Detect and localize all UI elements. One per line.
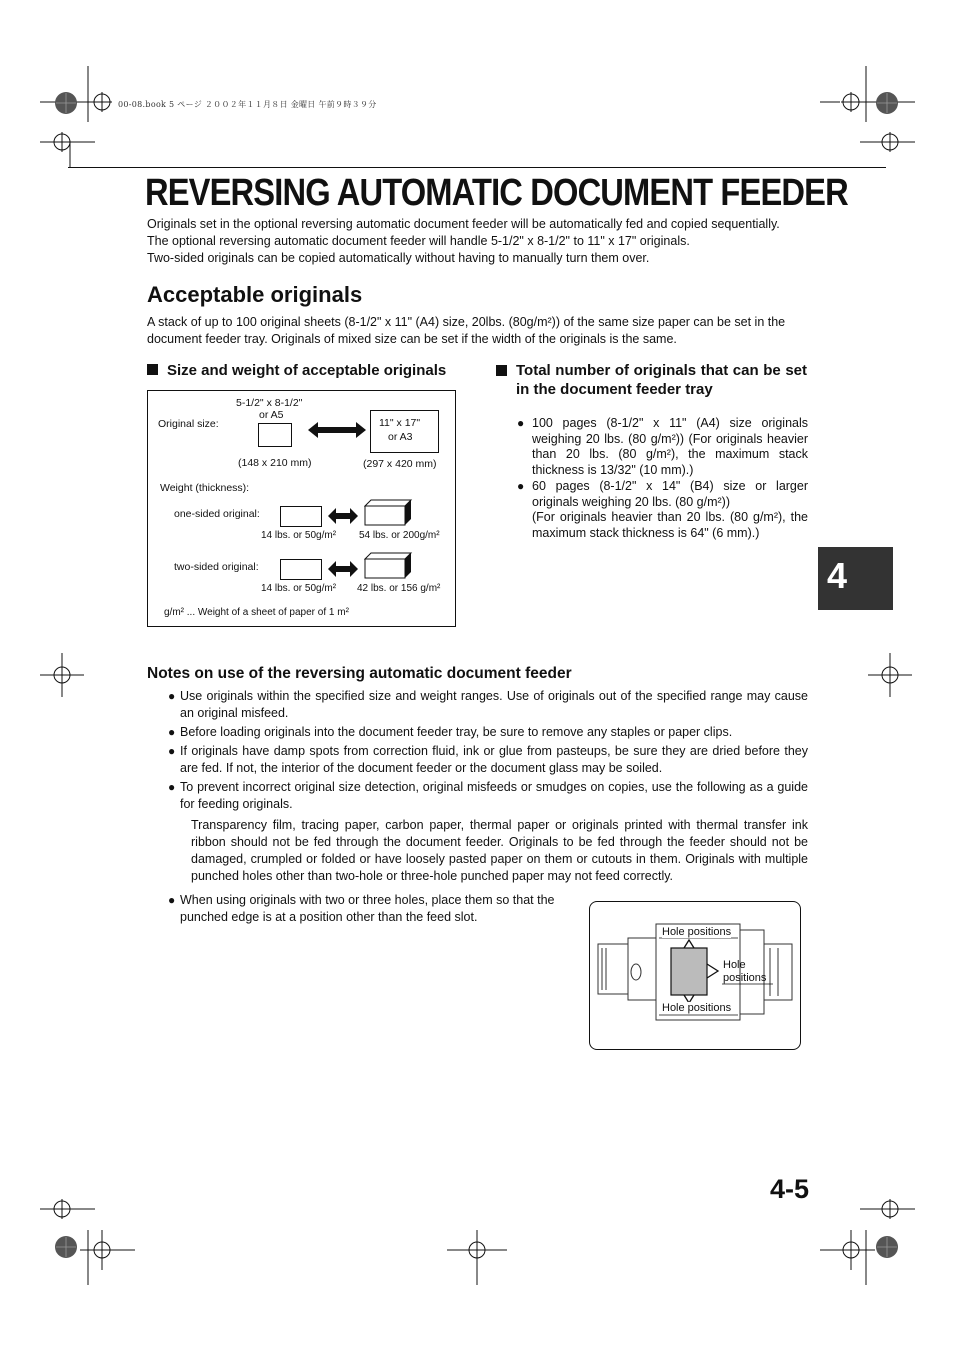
one-sided-min-label: 14 lbs. or 50g/m² [261, 530, 337, 541]
chapter-number: 4 [827, 555, 848, 596]
weight-label: Weight (thickness): [160, 482, 250, 494]
two-sided-min-label: 14 lbs. or 50g/m² [261, 583, 337, 594]
section-text: A stack of up to 100 original sheets (8-1/2" x 11" (A4) size, 20lbs. (80g/m²)) of the same size paper can be set in the document feeder tray. Originals of mixed size can be set if the width of the originals is the same. [147, 315, 786, 346]
small-mm-label: (148 x 210 mm) [238, 457, 312, 469]
size-weight-heading [147, 361, 446, 380]
original-size-label: Original size: [158, 418, 219, 430]
two-sided-label: two-sided original: [174, 561, 259, 573]
chapter-tab [818, 547, 893, 610]
size-weight-heading-text: Size and weight of acceptable originals [167, 362, 447, 379]
list-item [168, 743, 808, 777]
double-arrow-icon [328, 507, 358, 525]
list-item-extra: (For originals heavier than 20 lbs. (80 g/m²), the maximum stack thickness is 64" (6 mm).) [532, 510, 808, 540]
bullet-icon: ● [168, 893, 176, 907]
thick-paper-icon [364, 552, 414, 580]
intro-text [147, 216, 812, 267]
list-item-text: 100 pages (8-1/2" x 11" (A4) size originals weighing 20 lbs. (80 g/m²)) (For originals heavier than 20 lbs. (80 g/m²), the maximum stack thickness is 13/32" (10 mm).) [532, 416, 808, 477]
square-bullet-icon [147, 364, 158, 375]
hole-label-bottom: Hole positions [662, 1002, 732, 1014]
total-number-heading-text: Total number of originals that can be set in the document feeder tray [516, 362, 807, 398]
thin-paper-icon [280, 506, 322, 527]
note-text: Before loading originals into the document feeder tray, be sure to remove any staples or paper clips. [180, 725, 733, 739]
header-rule [68, 167, 886, 168]
square-bullet-icon [496, 365, 507, 376]
page-title: REVERSING AUTOMATIC DOCUMENT FEEDER [145, 172, 848, 214]
feeder-tray-illustration [590, 902, 800, 1049]
note-text: Use originals within the specified size and weight ranges. Use of originals out of the specified range may cause an original misfeed. [180, 689, 808, 720]
bullet-icon: ● [517, 416, 525, 430]
large-paper-icon [370, 410, 439, 453]
bullet-icon: ● [168, 780, 176, 794]
hole-label-top: Hole positions [662, 926, 732, 938]
intro-line: Two-sided originals can be copied automatically without having to manually turn them over. [147, 251, 650, 265]
list-item [168, 724, 808, 741]
double-arrow-icon [328, 560, 358, 578]
one-sided-label: one-sided original: [174, 508, 260, 520]
list-item [168, 892, 576, 928]
list-item [517, 479, 808, 541]
page-number: 4-5 [770, 1174, 810, 1204]
small-size-alt-label: or A5 [259, 409, 284, 421]
hole-positions-figure [589, 901, 801, 1050]
hole-label-right-1: Hole [723, 959, 746, 971]
notes-list [168, 688, 808, 891]
two-sided-max-label: 42 lbs. or 156 g/m² [357, 583, 441, 594]
total-number-heading [496, 361, 807, 399]
hole-label-right-2: positions [723, 972, 767, 984]
large-size-alt-label: or A3 [388, 431, 413, 443]
bullet-icon: ● [517, 479, 525, 493]
print-header: 00-08.book 5 ページ ２００２年１１月８日 金曜日 午前９時３９分 [118, 100, 377, 109]
section-title: Acceptable originals [147, 282, 363, 307]
list-item [168, 779, 808, 813]
notes-paragraph: Transparency film, tracing paper, carbon paper, thermal paper or originals printed with thermal transfer ink ribbon should not be fed through the document feeder. Originals to be fed through the feeder should not be damaged, crumpled or folded or have loosely pasted paper on them or cutouts in them. Originals with multiple punched holes other than two-hole or three-hole punched paper may not feed correctly. [191, 818, 808, 883]
small-paper-icon [258, 423, 292, 447]
thick-paper-icon [364, 499, 414, 527]
bullet-icon: ● [168, 689, 176, 703]
total-number-list [517, 416, 808, 542]
size-weight-figure [147, 390, 456, 627]
double-arrow-icon [308, 421, 366, 439]
list-item-text: 60 pages (8-1/2" x 14" (B4) size or larger originals weighing 20 lbs. (80 g/m²)) [532, 479, 808, 509]
list-item [168, 688, 808, 722]
large-size-label: 11" x 17" [379, 417, 421, 429]
intro-line: The optional reversing automatic document feeder will handle 5-1/2" x 8-1/2" to 11" x 17" originals. [147, 234, 690, 248]
large-mm-label: (297 x 420 mm) [363, 458, 437, 470]
note-text: If originals have damp spots from correction fluid, ink or glue from pasteups, be sure they are dried before they are fed. If not, the interior of the document feeder or the document glass may be soiled. [180, 744, 808, 775]
intro-line: Originals set in the optional reversing automatic document feeder will be automatically fed and copied sequentially. [147, 217, 780, 231]
gsm-note: g/m² ... Weight of a sheet of paper of 1 m² [164, 607, 349, 618]
bullet-icon: ● [168, 744, 176, 758]
one-sided-max-label: 54 lbs. or 200g/m² [359, 530, 440, 541]
thin-paper-icon [280, 559, 322, 580]
note-text: To prevent incorrect original size detection, original misfeeds or smudges on copies, use the following as a guide for feeding originals. [180, 780, 808, 811]
note-text: When using originals with two or three holes, place them so that the punched edge is at a position other than the feed slot. [180, 893, 555, 924]
list-item [517, 416, 808, 478]
notes-title: Notes on use of the reversing automatic document feeder [147, 665, 572, 682]
bullet-icon: ● [168, 725, 176, 739]
small-size-label: 5-1/2" x 8-1/2" [236, 397, 303, 409]
